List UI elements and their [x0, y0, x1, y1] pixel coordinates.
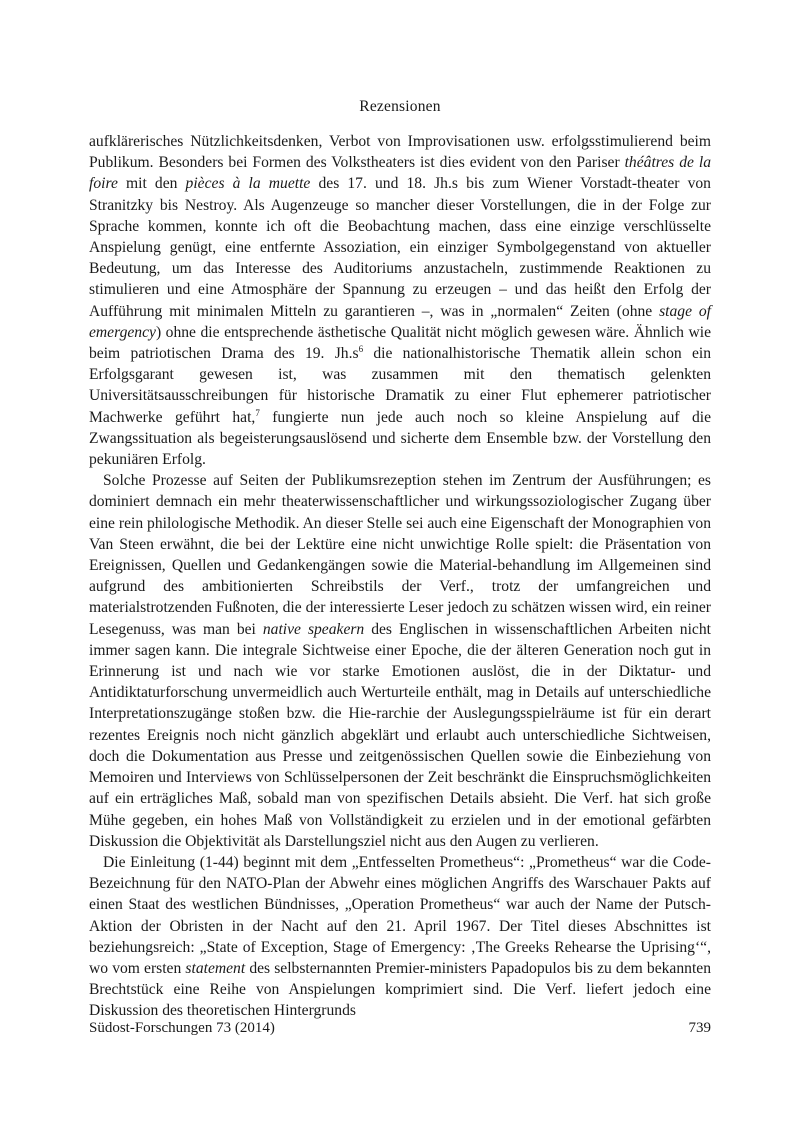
- italic-phrase: théâtres de la foire: [89, 154, 711, 193]
- text-run: Die Einleitung (1-44) beginnt mit dem „Entfesselten Prometheus“: „Prometheus“ war die Code-Bezeichnung für den NATO-Plan der Abwehr eines möglichen Angriffs des Warschauer Pakts auf einen Staat des westlichen Bündnisses, „Operation Prometheus“ war auch der Name der Putsch-Aktion der Obristen in der Nacht auf den 21. April 1967. Der Titel dieses Abschnittes ist beziehungsreich: „State of Exception, Stage of Emergency: ‚The Greeks Rehearse the Uprising‘“, wo vom ersten: [89, 853, 711, 977]
- text-run: des 17. und 18. Jh.s bis zum Wiener Vorstadt-theater von Stranitzky bis Nestroy. Als Augenzeuge so mancher dieser Vorstellungen, die in der Folge zur Sprache kommen, konnte ich oft die Beobachtung machen, dass eine einzige verschlüsselte Anspielung genügt, eine entfernte Assoziation, ein einziger Symbolgegenstand von aktueller Bedeutung, um das Interesse des Auditoriums anzustacheln, zustimmende Reaktionen zu stimulieren und eine Atmosphäre der Spannung zu erzeugen – und das heißt den Erfolg der Aufführung mit minimalen Mitteln zu garantieren –, was in „normalen“ Zeiten (ohne: [89, 175, 711, 320]
- italic-phrase: native speakern: [262, 620, 365, 638]
- text-run: fungierte nun jede auch noch so kleine Anspielung auf die Zwangssituation als begeisterungsauslösend und sicherte dem Ensemble bzw. der Vorstellung den pekuniären Erfolg.: [89, 408, 711, 469]
- running-title: Rezensionen: [359, 98, 441, 115]
- italic-phrase: statement: [185, 959, 246, 977]
- text-run: mit den: [117, 175, 186, 193]
- paragraph: [89, 852, 711, 1022]
- journal-citation: Südost-Forschungen 73 (2014): [89, 1020, 275, 1036]
- text-run: aufklärerisches Nützlichkeitsdenken, Verbot von Improvisationen usw. erfolgsstimulierend beim Publikum. Besonders bei Formen des Volkstheaters ist dies evident von den Pariser: [89, 133, 711, 172]
- review-body: [89, 131, 711, 1022]
- footnote-marker: 6: [358, 344, 364, 355]
- page-number: 739: [688, 1020, 711, 1036]
- text-run: ) ohne die entsprechende ästhetische Qualität nicht möglich gewesen wäre. Ähnlich wie beim patriotischen Drama des 19. Jh.s: [89, 323, 711, 363]
- text-run: des Englischen in wissenschaftlichen Arbeiten nicht immer sagen kann. Die integrale Sichtweise einer Epoche, die der älteren Generation noch gut in Erinnerung ist und nach wie vor starke Emotionen auslöst, die in der Diktatur- und Antidiktaturforschung unvermeidlich auch Werturteile enthält, mag in Details auf unterschiedliche Interpretationszugänge stoßen bzw. die Hie-rarchie der Auslegungsspielräume ist für ein derart rezentes Ereignis noch nicht gänzlich abgeklärt und erlaubt auch unterschiedliche Sichtweisen, doch die Dokumentation aus Presse und zeitgenössischen Quellen sowie die Einbeziehung von Memoiren und Interviews von Schlüsselpersonen der Zeit beschränkt die Einspruchsmöglichkeiten auf ein erträgliches Maß, sobald man von spezifischen Details absieht. Die Verf. hat sich große Mühe gegeben, ein hohes Maß von Vollständigkeit zu erzielen und in der emotional gefärbten Diskussion die Objektivität als Darstellungsziel nicht aus den Augen zu verlieren.: [89, 620, 711, 850]
- text-run: die nationalhistorische Thematik allein schon ein Erfolgsgarant gewesen ist, was zusammen mit den thematisch gelenkten Universitätsausschreibungen für historische Dramatik zu einer Flut ephemerer patriotischer Machwerke geführt hat,: [89, 345, 711, 426]
- footnote-marker: 7: [255, 407, 260, 418]
- paragraph: [89, 131, 711, 470]
- italic-phrase: stage of emergency: [89, 302, 711, 341]
- page-footer: [89, 1020, 711, 1037]
- text-run: des selbsternannten Premier-ministers Papadopulos bis zu dem bekannten Brechtstück eine Reihe von Anspielungen komprimiert sind. Die Verf. liefert jedoch eine Diskussion des theoretischen Hintergrunds: [89, 959, 711, 1020]
- text-run: Solche Prozesse auf Seiten der Publikumsrezeption stehen im Zentrum der Ausführungen; es dominiert demnach ein mehr theaterwissenschaftlicher und wirkungssoziologischer Zugang über eine rein philologische Methodik. An dieser Stelle sei auch eine Eigenschaft der Monographien von Van Steen erwähnt, die bei der Lektüre eine nicht unwichtige Rolle spielt: die Präsentation von Ereignissen, Quellen und Gedankengängen sowie die Material-behandlung im Allgemeinen sind aufgrund des ambitionierten Schreibstils der Verf., trotz der umfangreichen und materialstrotzenden Fußnoten, die der interessierte Leser jedoch zu schätzen wissen wird, ein reiner Lesegenuss, was man bei: [89, 472, 711, 638]
- italic-phrase: pièces à la muette: [185, 175, 311, 193]
- paragraph: [89, 470, 711, 852]
